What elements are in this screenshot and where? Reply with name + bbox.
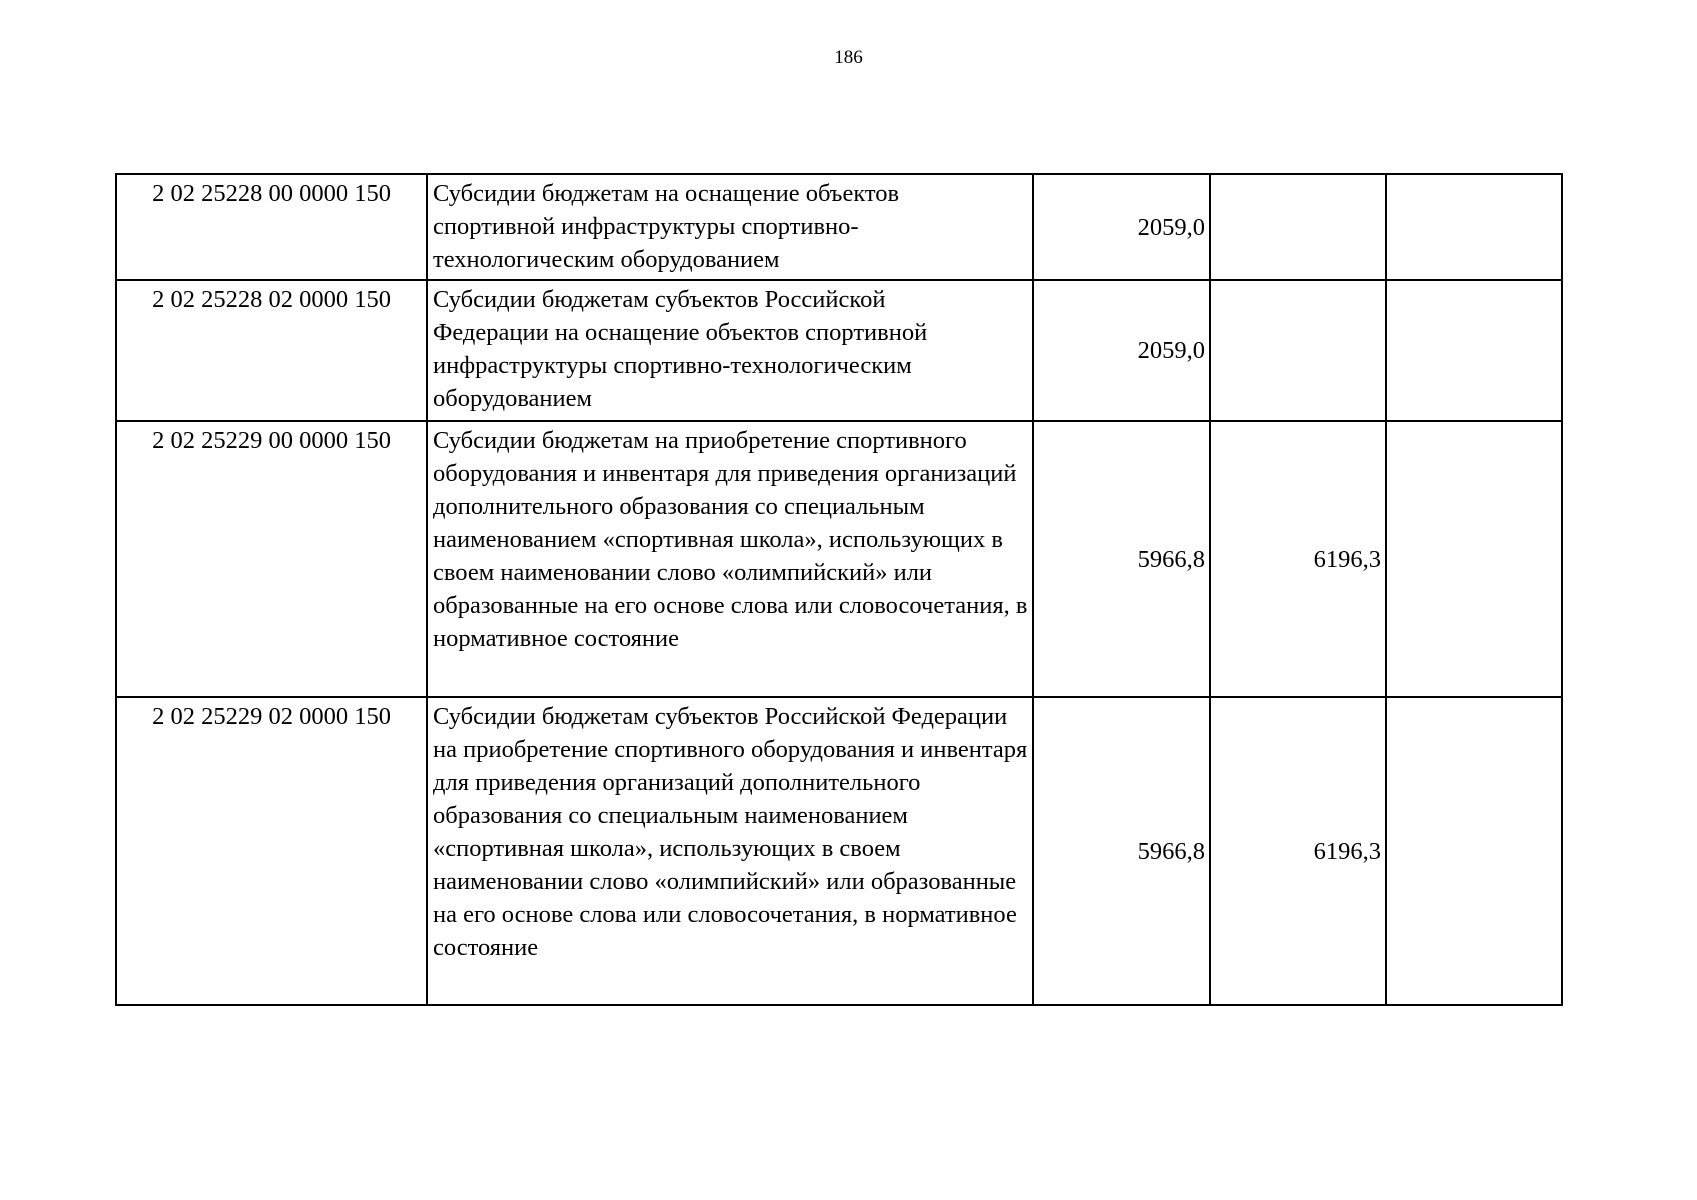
description-cell bbox=[427, 421, 1033, 697]
description-text: Субсидии бюджетам на оснащение объектов спортивной инфраструктуры спортивно-технологическим оборудованием bbox=[433, 180, 900, 273]
description-text: Субсидии бюджетам субъектов Российской Федерации на приобретение спортивного оборудования и инвентаря для приведения организаций дополнительного образования со специальным наименованием «спортивная школа», использующих в своем наименовании слово «олимпийский» или образованные на его основе слова или словосочетания, в нормативное состояние bbox=[433, 703, 1028, 961]
amount-year-1: 5966,8 bbox=[1033, 421, 1210, 697]
table-row bbox=[116, 280, 1562, 421]
amount-year-2: 6196,3 bbox=[1210, 421, 1386, 697]
budget-table bbox=[115, 173, 1563, 1006]
description-text: Субсидии бюджетам субъектов Российской Федерации на оснащение объектов спортивной инфраструктуры спортивно-технологическим оборудованием bbox=[433, 286, 928, 412]
budget-code: 2 02 25229 02 0000 150 bbox=[116, 697, 427, 1005]
amount-year-3 bbox=[1386, 174, 1562, 280]
table-row bbox=[116, 697, 1562, 1005]
description-text: Субсидии бюджетам на приобретение спортивного оборудования и инвентаря для приведения организаций дополнительного образования со специальным наименованием «спортивная школа», использующих в своем наименовании слово «олимпийский» или образованные на его основе слова или словосочетания, в нормативное состояние bbox=[433, 427, 1028, 652]
amount-year-1: 2059,0 bbox=[1033, 174, 1210, 280]
table-row bbox=[116, 421, 1562, 697]
budget-code: 2 02 25228 02 0000 150 bbox=[116, 280, 427, 421]
budget-code: 2 02 25228 00 0000 150 bbox=[116, 174, 427, 280]
description-cell bbox=[427, 280, 1033, 421]
budget-code: 2 02 25229 00 0000 150 bbox=[116, 421, 427, 697]
amount-year-2 bbox=[1210, 174, 1386, 280]
amount-year-1: 5966,8 bbox=[1033, 697, 1210, 1005]
amount-year-1: 2059,0 bbox=[1033, 280, 1210, 421]
amount-year-2 bbox=[1210, 280, 1386, 421]
amount-year-3 bbox=[1386, 697, 1562, 1005]
page-number: 186 bbox=[834, 47, 863, 68]
amount-year-3 bbox=[1386, 280, 1562, 421]
amount-year-3 bbox=[1386, 421, 1562, 697]
table-row bbox=[116, 174, 1562, 280]
description-cell bbox=[427, 697, 1033, 1005]
amount-year-2: 6196,3 bbox=[1210, 697, 1386, 1005]
description-cell bbox=[427, 174, 1033, 280]
